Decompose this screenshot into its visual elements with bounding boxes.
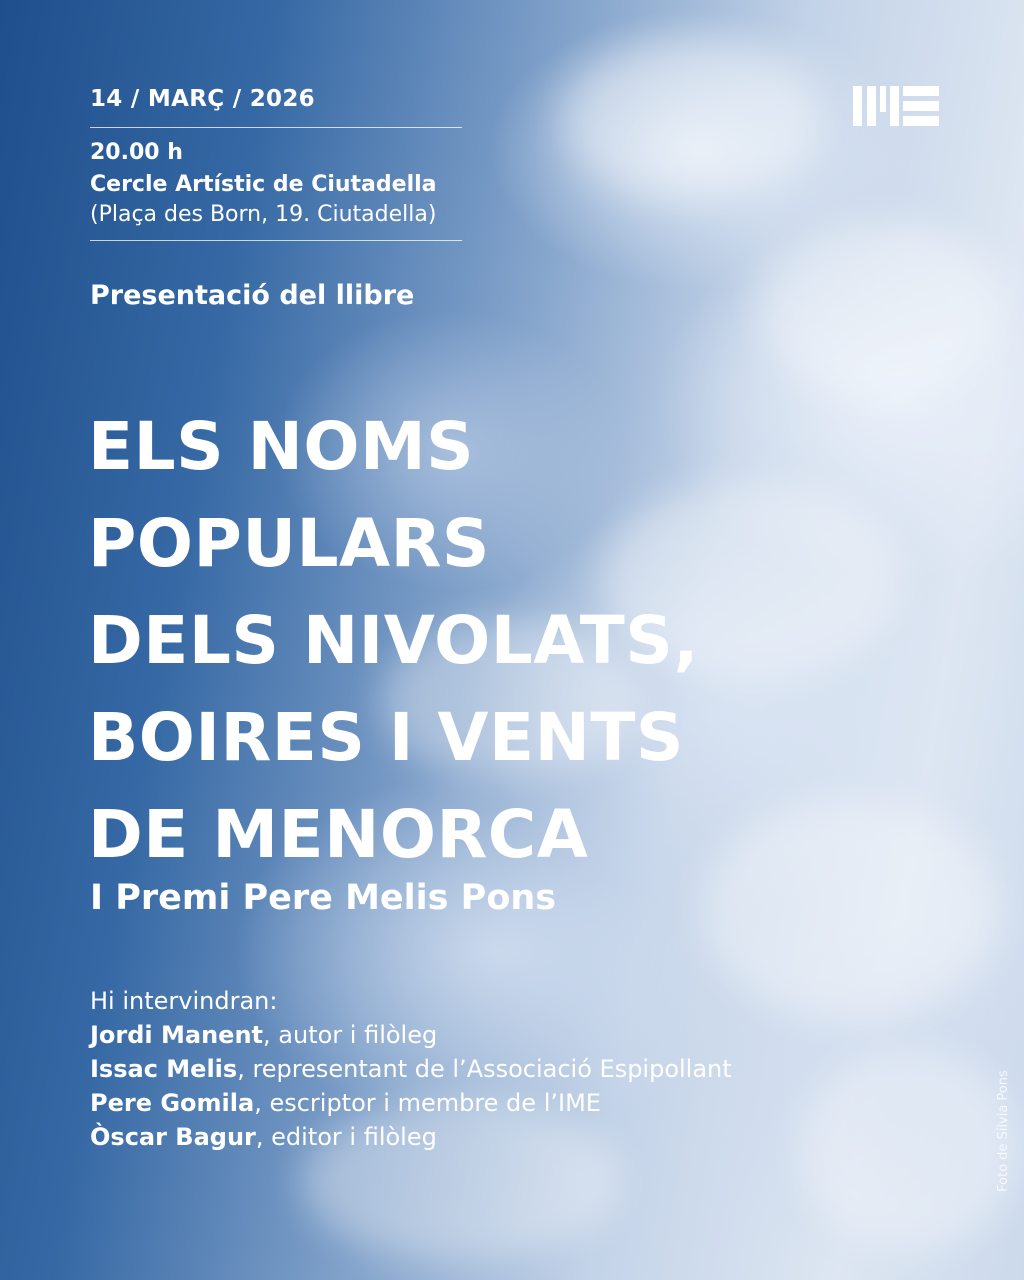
speaker-role: , editor i filòleg: [255, 1123, 437, 1151]
speakers-intro: Hi intervindran:: [90, 987, 278, 1015]
book-title: [88, 398, 699, 883]
book-title-line: POPULARS: [88, 505, 490, 582]
speaker-name: Òscar Bagur: [90, 1123, 256, 1151]
speaker-item: [90, 1052, 732, 1086]
award-name: I Premi Pere Melis Pons: [90, 878, 557, 918]
divider: [90, 127, 462, 128]
speaker-item: [90, 1086, 732, 1120]
event-address: (Plaça des Born, 19. Ciutadella): [90, 202, 437, 227]
speaker-name: Issac Melis: [90, 1055, 238, 1083]
event-time: 20.00 h: [90, 140, 183, 165]
book-title-line: DELS NIVOLATS,: [88, 602, 699, 679]
divider: [90, 240, 462, 241]
speaker-role: , representant de l’Associació Espipollant: [237, 1055, 732, 1083]
book-title-line: BOIRES I VENTS: [88, 699, 684, 776]
speaker-name: Pere Gomila: [90, 1089, 255, 1117]
ime-logo-icon: [853, 86, 939, 126]
presentation-label: Presentació del llibre: [90, 280, 415, 311]
speaker-role: , escriptor i membre de l’IME: [254, 1089, 601, 1117]
speaker-name: Jordi Manent: [90, 1021, 264, 1049]
event-venue: Cercle Artístic de Ciutadella: [90, 172, 437, 197]
speaker-item: [90, 1120, 732, 1154]
book-title-line: ELS NOMS: [88, 408, 475, 485]
photo-credit: Foto de Sílvia Pons: [996, 1070, 1011, 1192]
speaker-item: [90, 1018, 732, 1052]
event-date: 14 / MARÇ / 2026: [90, 86, 315, 112]
speaker-role: , autor i filòleg: [263, 1021, 438, 1049]
speakers-list: [90, 984, 732, 1154]
book-title-line: DE MENORCA: [88, 796, 589, 873]
